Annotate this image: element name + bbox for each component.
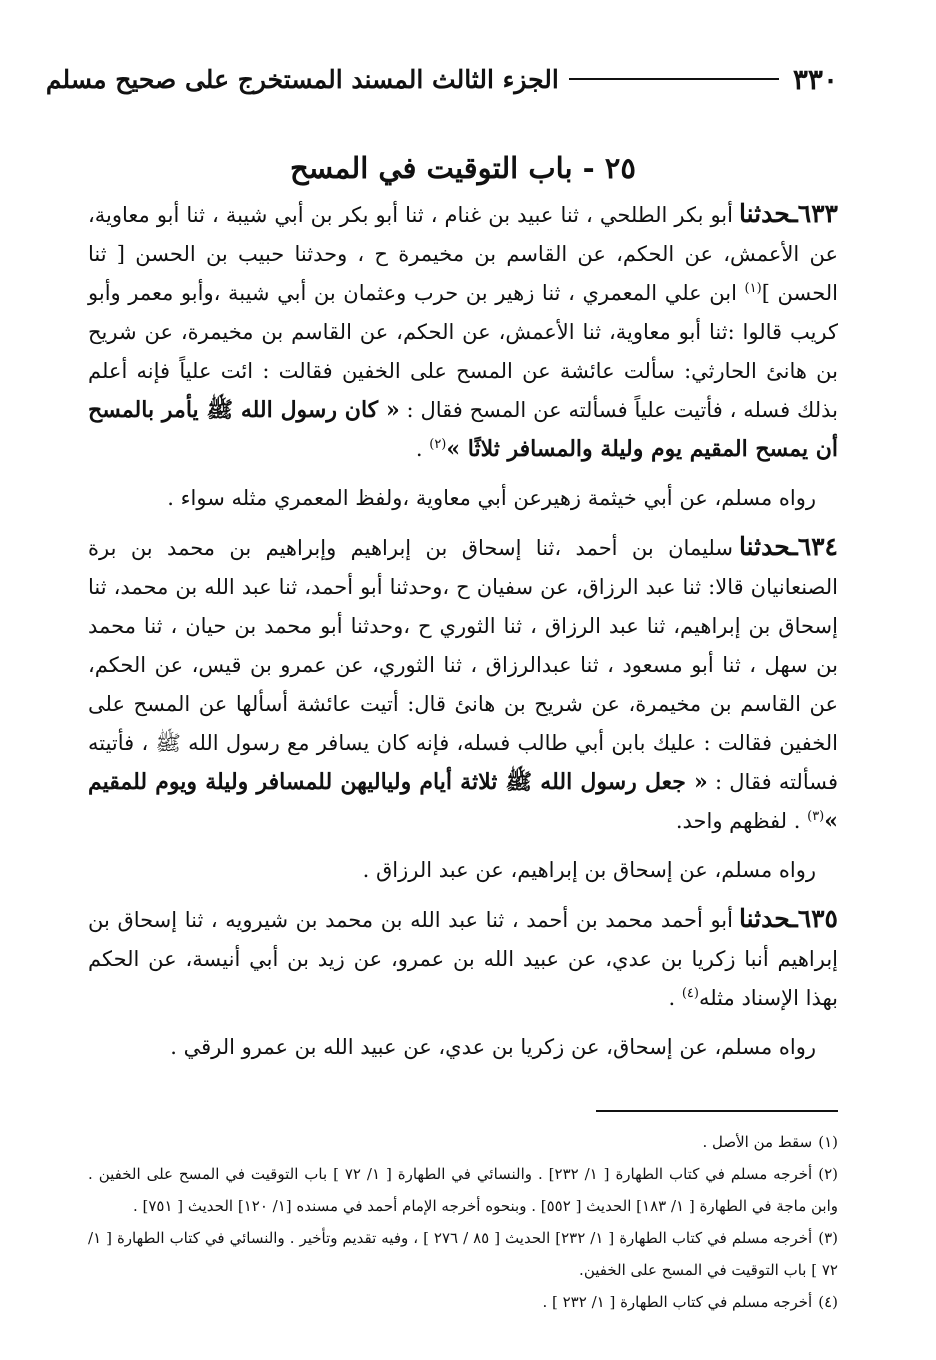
footnote-text: أخرجه مسلم في كتاب الطهارة [ ١/ ٢٣٢] . والنسائي في الطهارة [ ١/ ٧٢ ] باب التوقيت في المسح على الخفين . وابن ماجة في الطهارة [ ١/ ١٨٣] الحديث [ ٥٥٢] . وبنحوه أخرجه الإمام أحمد في مسنده [١/ ١٢٠] الحديث [ ٧٥١] . [88, 1165, 838, 1215]
prophetic-quote: « كان رسول الله ﷺ يأمر بالمسح أن يمسح المقيم يوم وليلة والمسافر ثلاثًا » [88, 397, 838, 462]
prophetic-quote: « جعل رسول الله ﷺ ثلاثة أيام ولياليهن للمسافر وليلة ويوم للمقيم » [88, 769, 838, 834]
running-title: الجزء الثالث المسند المستخرج على صحيح مسلم [45, 64, 559, 94]
footnote-ref: (٤) [681, 986, 699, 1001]
hadith-ending: . لفظهم واحد. [675, 809, 808, 833]
footnote-number: (٤) [818, 1293, 838, 1311]
hadith-opening-word: حدثنا [738, 199, 791, 228]
hadith-number-value: ٦٣٥ [797, 904, 838, 933]
hadith-ending: . [668, 986, 682, 1010]
footnote-text: أخرجه مسلم في كتاب الطهارة [ ١/ ٢٣٢ ] . [542, 1293, 813, 1311]
hadith-number-value: ٦٣٣ [797, 199, 838, 228]
page-number: ٣٣٠ [792, 62, 838, 96]
narration-note: رواه مسلم، عن إسحاق بن إبراهيم، عن عبد الرزاق . [362, 858, 816, 882]
hadith-matn: ابن علي المعمري ، ثنا زهير بن حرب وعثمان بن أبي شيبة ،وأبو معمر وأبو كريب قالوا :ثنا أبو معاوية، ثنا الأعمش، عن الحكم، عن القاسم بن مخيمرة، عن شريح بن هانئ الحارثي: سألت عائشة عن المسح على الخفين فقالت : ائت علياً فإنه أعلم بذلك فسله ، فأتيت علياً فسألته عن المسح فقال : [88, 281, 838, 422]
running-header [45, 56, 838, 102]
hadith-633 [88, 194, 838, 469]
footnote-ref: (٢) [429, 437, 447, 452]
hadith-number: ٦٣٣ـحدثنا [738, 199, 838, 228]
hadith-text [88, 899, 838, 1018]
footnote-item [88, 1158, 838, 1222]
hadith-isnad: سليمان بن أحمد ،ثنا إسحاق بن إبراهيم وإبراهيم بن محمد بن برة الصنعانيان قالا: ثنا عبد الرزاق، عن سفيان ح ،وحدثنا أبو أحمد، ثنا عبد الله بن محمد، ثنا إسحاق بن إبراهيم، ثنا عبد الرزاق ، ثنا الثوري ح ،وحدثنا أبو محمد بن حيان ، ثنا محمد بن سهل ، ثنا أبو مسعود ، ثنا عبدالرزاق ، ثنا الثوري، عن عمرو بن قيس، عن الحكم، عن القاسم بن مخيمرة، عن شريح بن هانئ قال: أتيت عائشة أسألها عن المسح على الخفين فقالت : عليك بابن أبي طالب فسله، فإنه كان يسافر مع رسول الله ﷺ ، فأتيته فسألته فقال : [88, 536, 838, 794]
footnote-item [88, 1286, 838, 1318]
hadith-text [88, 527, 838, 841]
footnote-number: (٢) [818, 1165, 838, 1183]
hadith-number-value: ٦٣٤ [797, 532, 838, 561]
hadith-ending: . [415, 437, 430, 461]
hadith-634 [88, 527, 838, 841]
narration-note: رواه مسلم، عن إسحاق، عن زكريا بن عدي، عن عبيد الله بن عمرو الرقي . [170, 1035, 816, 1059]
narration-note: رواه مسلم، عن أبي خيثمة زهيرعن أبي معاوية ،ولفظ المعمري مثله سواء . [167, 486, 816, 510]
hadith-isnad: أبو أحمد محمد بن أحمد ، ثنا عبد الله بن محمد بن شيرويه ، ثنا إسحاق بن إبراهيم أنبا زكريا بن عدي، عن عبيد الله بن عمرو، عن زيد بن أبي أنيسة، عن الحكم بهذا الإسناد مثله [88, 908, 838, 1010]
footnote-text: أخرجه مسلم في كتاب الطهارة [ ١/ ٢٣٢] الحديث [ ٨٥ / ٢٧٦ ] ، وفيه تقديم وتأخير . والنسائي في كتاب الطهارة [ ١/ ٧٢ ] باب التوقيت في المسح على الخفين. [88, 1229, 838, 1279]
footnote-number: (١) [818, 1133, 838, 1151]
hadith-635 [88, 899, 838, 1018]
hadith-opening-word: حدثنا [738, 904, 791, 933]
footnote-ref: (٣) [807, 809, 825, 824]
footnote-item [88, 1222, 838, 1286]
footnote-item [88, 1126, 838, 1158]
footnote-separator [596, 1110, 838, 1112]
hadith-number: ٦٣٥ـحدثنا [738, 904, 838, 933]
hadith-text [88, 194, 838, 469]
footnote-number: (٣) [818, 1229, 838, 1247]
hadith-isnad: أبو بكر الطلحي ، ثنا عبيد بن غنام ، ثنا أبو بكر بن أبي شيبة ، ثنا أبو معاوية، عن الأعمش، عن الحكم، عن القاسم بن مخيمرة ح ، وحدثنا حبيب بن الحسن [ ثنا الحسن ] [88, 203, 838, 305]
hadith-opening-word: حدثنا [738, 532, 791, 561]
book-page [45, 56, 838, 1318]
footnotes [88, 1126, 838, 1318]
footnote-ref: (١) [744, 281, 762, 296]
hadith-number: ٦٣٤ـحدثنا [738, 532, 838, 561]
header-rule [569, 78, 779, 80]
chapter-heading: ٢٥ - باب التوقيت في المسح [290, 151, 636, 185]
footnote-text: سقط من الأصل . [702, 1133, 813, 1151]
